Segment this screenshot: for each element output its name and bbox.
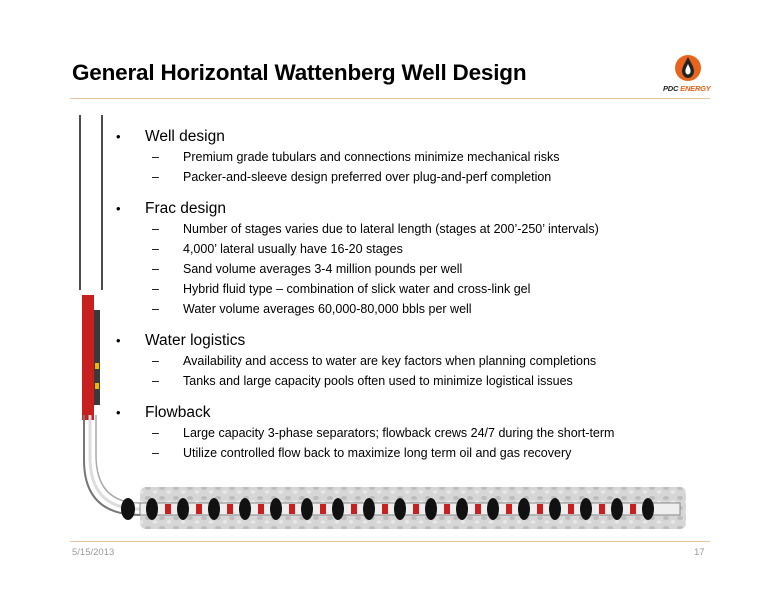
frac-sleeve-icon: [568, 504, 574, 514]
bullet-section: [112, 200, 712, 322]
packer-icon: [301, 498, 313, 520]
frac-sleeve-icon: [258, 504, 264, 514]
bullet-section: [112, 404, 712, 466]
sub-bullet-text: Availability and access to water are key factors when planning completions: [183, 354, 597, 368]
bullet-list: [112, 128, 712, 476]
dash-icon: –: [152, 262, 159, 276]
bullet-dot-icon: •: [116, 201, 121, 216]
frac-sleeve-icon: [289, 504, 295, 514]
dash-icon: –: [152, 446, 159, 460]
sub-bullet: [112, 354, 712, 374]
sub-bullet-text: Sand volume averages 3-4 million pounds per well: [183, 262, 463, 276]
frac-sleeve-icon: [382, 504, 388, 514]
packer-icon: [363, 498, 375, 520]
logo-word-pdc: PDC: [663, 84, 679, 93]
section-heading: [112, 332, 712, 352]
dash-icon: –: [152, 354, 159, 368]
frac-sleeve-icon: [506, 504, 512, 514]
sub-bullet-list: [112, 150, 712, 190]
packer-icon: [146, 498, 158, 520]
footer-date: 5/15/2013: [72, 547, 115, 558]
frac-sleeve-icon: [351, 504, 357, 514]
packer-icon: [487, 498, 499, 520]
packer-icon: [394, 498, 406, 520]
sub-bullet: [112, 262, 712, 282]
packer-icon: [270, 498, 282, 520]
sub-bullet-text: Hybrid fluid type – combination of slick water and cross-link gel: [183, 282, 531, 296]
dash-icon: –: [152, 170, 159, 184]
production-casing-red: [82, 295, 94, 420]
section-label: Well design: [145, 128, 225, 145]
sub-bullet: [112, 374, 712, 394]
sub-bullet-text: Packer-and-sleeve design preferred over plug-and-perf completion: [183, 170, 552, 184]
packer-icon: [549, 498, 561, 520]
sub-bullet-list: [112, 222, 712, 322]
bullet-section: [112, 128, 712, 190]
sub-bullet-text: Number of stages varies due to lateral length (stages at 200’-250’ intervals): [183, 222, 599, 236]
bullet-dot-icon: •: [116, 333, 121, 348]
sub-bullet-text: Water volume averages 60,000-80,000 bbls per well: [183, 302, 472, 316]
packer-icon: [332, 498, 344, 520]
sub-bullet-list: [112, 426, 712, 466]
frac-sleeve-icon: [475, 504, 481, 514]
logo-wordmark: [663, 84, 713, 93]
tool-string: [94, 310, 100, 405]
sub-bullet-text: Large capacity 3-phase separators; flowback crews 24/7 during the short-term: [183, 426, 615, 440]
sub-bullet: [112, 426, 712, 446]
dash-icon: –: [152, 302, 159, 316]
page-number: 17: [694, 547, 705, 558]
dash-icon: –: [152, 282, 159, 296]
section-heading: [112, 404, 712, 424]
packer-icon: [456, 498, 468, 520]
bullet-section: [112, 332, 712, 394]
dash-icon: –: [152, 374, 159, 388]
sub-bullet-text: 4,000’ lateral usually have 16-20 stages: [183, 242, 403, 256]
sub-bullet-text: Tanks and large capacity pools often used to minimize logistical issues: [183, 374, 573, 388]
section-heading: [112, 128, 712, 148]
packer-icon: [208, 498, 220, 520]
heel-packer-icon: [121, 498, 135, 520]
section-label: Flowback: [145, 404, 211, 421]
section-heading: [112, 200, 712, 220]
bullet-dot-icon: •: [116, 129, 121, 144]
sub-bullet: [112, 170, 712, 190]
packer-icon: [642, 498, 654, 520]
sub-bullet-text: Premium grade tubulars and connections minimize mechanical risks: [183, 150, 560, 164]
dash-icon: –: [152, 222, 159, 236]
frac-sleeve-icon: [413, 504, 419, 514]
section-label: Water logistics: [145, 332, 246, 349]
section-label: Frac design: [145, 200, 226, 217]
dash-icon: –: [152, 242, 159, 256]
dash-icon: –: [152, 426, 159, 440]
packer-icon: [580, 498, 592, 520]
frac-sleeve-icon: [196, 504, 202, 514]
sub-bullet-text: Utilize controlled flow back to maximize long term oil and gas recovery: [183, 446, 572, 460]
frac-sleeve-icon: [320, 504, 326, 514]
frac-sleeve-icon: [227, 504, 233, 514]
bullet-dot-icon: •: [116, 405, 121, 420]
title-divider: [70, 98, 710, 99]
sub-bullet: [112, 150, 712, 170]
frac-sleeve-icon: [599, 504, 605, 514]
packer-icon: [518, 498, 530, 520]
dash-icon: –: [152, 150, 159, 164]
packer-icon: [177, 498, 189, 520]
footer-divider: [70, 541, 710, 542]
sub-bullet: [112, 222, 712, 242]
tool-marker-1: [95, 363, 99, 369]
frac-sleeve-icon: [165, 504, 171, 514]
packer-icon: [611, 498, 623, 520]
sub-bullet: [112, 446, 712, 466]
frac-sleeve-icon: [444, 504, 450, 514]
packer-icon: [425, 498, 437, 520]
slide-title: General Horizontal Wattenberg Well Design: [72, 60, 527, 85]
sub-bullet-list: [112, 354, 712, 394]
sub-bullet: [112, 242, 712, 262]
sub-bullet: [112, 282, 712, 302]
frac-sleeve-icon: [630, 504, 636, 514]
packer-icon: [239, 498, 251, 520]
logo-word-energy: ENERGY: [680, 84, 711, 93]
frac-sleeve-icon: [537, 504, 543, 514]
tool-marker-2: [95, 383, 99, 389]
sub-bullet: [112, 302, 712, 322]
